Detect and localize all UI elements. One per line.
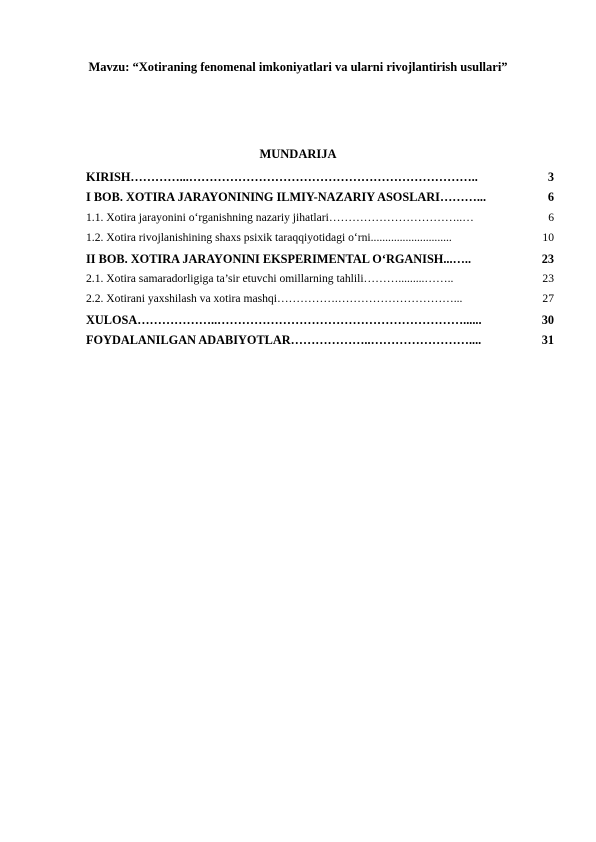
toc-entry-label: 2.1. Xotira samaradorligiga ta’sir etuvchi omillarning tahlili	[86, 271, 364, 285]
toc-entry-2-2[interactable]	[86, 292, 554, 312]
toc-entry-label: I BOB. XOTIRA JARAYONINING ILMIY-NAZARIY ASOSLARI	[86, 190, 440, 205]
toc-leader-dots: …………...……………………………………………………………..	[130, 170, 478, 184]
toc-leader-dots: ……….........……..	[363, 271, 454, 285]
toc-entry-adabiyotlar[interactable]	[86, 333, 554, 353]
table-of-contents	[86, 170, 554, 354]
toc-leader-dots: ………...	[439, 190, 487, 205]
toc-page-number: 31	[541, 333, 554, 348]
toc-leader-dots: ………………..……………………....	[290, 333, 482, 348]
toc-leader-dots: ………………..……………………………………………………......	[137, 312, 482, 327]
toc-entry-chapter-2[interactable]	[86, 252, 554, 272]
toc-entry-label: 2.2. Xotirani yaxshilash va xotira mashqi	[86, 292, 277, 306]
toc-leader-dots: …………….…………………………...	[276, 292, 463, 306]
toc-page-number: 10	[542, 231, 554, 245]
toc-leader-dots: ............................	[370, 231, 452, 245]
toc-leader-dots: ……………………………..…	[328, 210, 474, 224]
toc-page-number: 30	[541, 312, 554, 327]
toc-entry-label: KIRISH	[86, 170, 131, 184]
toc-entry-chapter-1[interactable]	[86, 190, 554, 210]
toc-entry-label: 1.1. Xotira jarayonini oʻrganishning nazariy jihatlari	[86, 210, 329, 224]
toc-entry-label: II BOB. XOTIRA JARAYONINI EKSPERIMENTAL OʻRGANISH	[86, 251, 444, 266]
toc-entry-2-1[interactable]	[86, 272, 554, 292]
toc-entry-label: FOYDALANILGAN ADABIYOTLAR	[86, 333, 291, 348]
toc-page-number: 6	[548, 210, 554, 224]
toc-entry-1-1[interactable]	[86, 211, 554, 231]
toc-page-number: 6	[547, 190, 554, 205]
toc-entry-label: XULOSA	[86, 312, 138, 327]
toc-page-number: 23	[541, 251, 554, 266]
toc-entry-kirish[interactable]	[86, 170, 554, 190]
toc-page-number: 23	[542, 271, 554, 285]
toc-page-number: 27	[542, 292, 554, 306]
toc-entry-xulosa[interactable]	[86, 313, 554, 333]
toc-entry-label: 1.2. Xotira rivojlanishining shaxs psixik taraqqiyotidagi oʻrni	[86, 231, 371, 245]
toc-entry-1-2[interactable]	[86, 231, 554, 251]
document-topic: Mavzu: “Xotiraning fenomenal imkoniyatlari va ularni rivojlantirish usullari”	[88, 60, 508, 74]
toc-leader-dots: ...…..	[443, 251, 472, 266]
toc-page-number: 3	[547, 170, 554, 184]
toc-title: MUNDARIJA	[259, 147, 337, 161]
